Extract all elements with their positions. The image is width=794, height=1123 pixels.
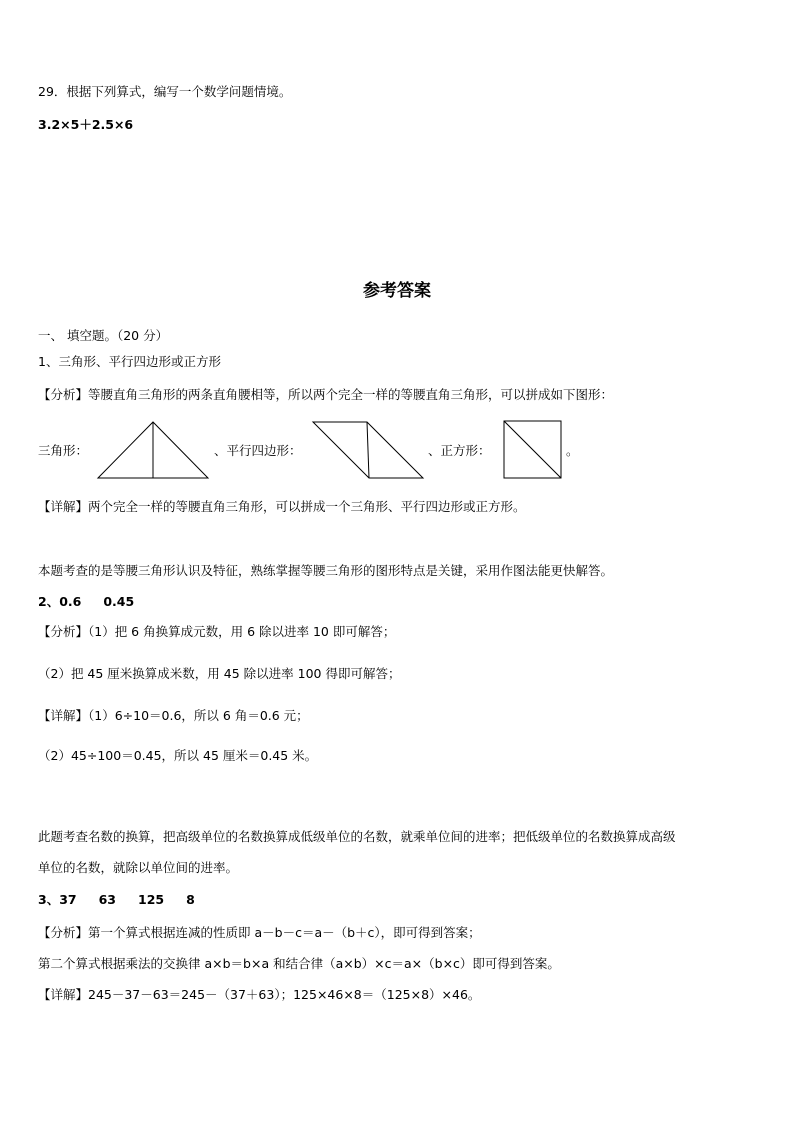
answer-2-detail-1: 【详解】（1）6÷10＝0.6，所以 6 角＝0.6 元； [38, 708, 309, 723]
answer-2-value-1: 2、0.6 [38, 594, 82, 609]
answer-1-analysis: 【分析】等腰直角三角形的两条直角腰相等，所以两个完全一样的等腰直角三角形，可以拼成如下图形： [38, 387, 614, 402]
label-triangle: 三角形： [38, 443, 89, 458]
answer-3-analysis-2: 第二个算式根据乘法的交换律 a×b＝b×a 和结合律（a×b）×c＝a×（b×c）即可得到答案。 [38, 956, 560, 971]
answer-2-value-2: 0.45 [103, 594, 135, 609]
answer-3-value-3: 125 [138, 892, 165, 907]
label-square: 、正方形： [428, 443, 491, 458]
answer-3-value-2: 63 [98, 892, 116, 907]
answer-2-summary-1: 此题考查名数的换算，把高级单位的名数换算成低级单位的名数，就乘单位间的进率；把低级单位的名数换算成高级 [38, 829, 676, 844]
answer-3-value-1: 3、37 [38, 892, 77, 907]
answer-1-detail: 【详解】两个完全一样的等腰直角三角形，可以拼成一个三角形、平行四边形或正方形。 [38, 499, 526, 514]
answer-3-analysis-1: 【分析】第一个算式根据连减的性质即 a－b－c＝a－（b＋c），即可得到答案； [38, 925, 481, 940]
square-figure [503, 420, 563, 480]
answer-3-value-4: 8 [186, 892, 195, 907]
answer-2-heading [38, 594, 134, 610]
label-parallelogram: 、平行四边形： [214, 443, 302, 458]
answer-1-heading: 1、三角形、平行四边形或正方形 [38, 354, 221, 369]
answer-3-heading [38, 892, 195, 908]
question-29-prompt: 29．根据下列算式，编写一个数学问题情境。 [38, 84, 292, 99]
parallelogram-figure [311, 420, 425, 480]
answer-2-analysis-2: （2）把 45 厘米换算成米数，用 45 除以进率 100 得即可解答； [38, 666, 401, 681]
answers-title: 参考答案 [363, 281, 431, 301]
triangle-figure [96, 420, 210, 480]
answer-2-detail-2: （2）45÷100＝0.45，所以 45 厘米＝0.45 米。 [38, 748, 318, 763]
answer-3-detail: 【详解】245－37－63＝245－（37＋63）；125×46×8＝（125×8）×46。 [38, 987, 481, 1002]
answer-2-analysis-1: 【分析】（1）把 6 角换算成元数，用 6 除以进率 10 即可解答； [38, 624, 396, 639]
question-29-expression: 3.2×5＋2.5×6 [38, 117, 134, 132]
end-mark: 。 [566, 443, 579, 458]
answer-1-summary: 本题考查的是等腰三角形认识及特征，熟练掌握等腰三角形的图形特点是关键，采用作图法能更快解答。 [38, 563, 614, 578]
section-heading: 一、 填空题。（20 分） [38, 328, 169, 343]
answer-2-summary-2: 单位的名数，就除以单位间的进率。 [38, 860, 239, 875]
